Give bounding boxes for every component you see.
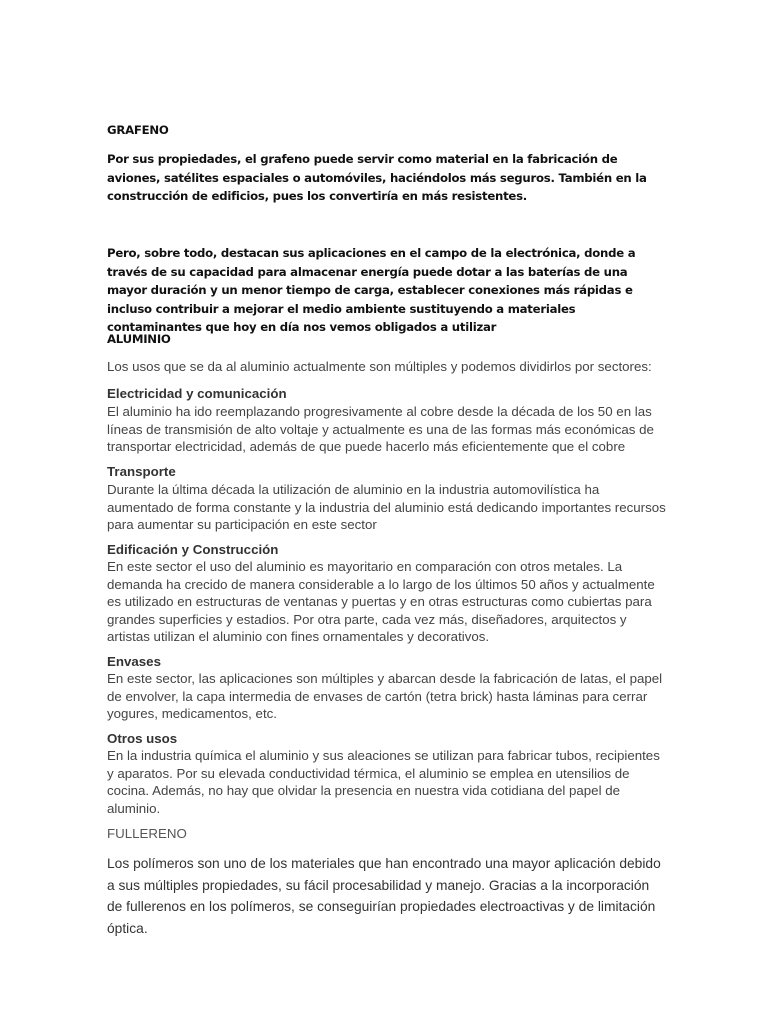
- grafeno-paragraph-1: Por sus propiedades, el grafeno puede servir como material en la fabricación de aviones, satélites espaciales o automóviles, haciéndolos más seguros. También en la construcción de edificios, pues los convertiría en más resistentes.: [107, 152, 647, 203]
- section-body-envases: En este sector, las aplicaciones son múltiples y abarcan desde la fabricación de latas, el papel de envolver, la capa intermedia de envases de cartón (tetra brick) hasta láminas para cerrar yogures, medicamentos, etc.: [107, 671, 663, 721]
- section-heading-otros-usos: Otros usos: [107, 731, 178, 746]
- grafeno-title: GRAFENO: [107, 123, 169, 137]
- section-heading-electricidad: Electricidad y comunicación: [107, 386, 287, 401]
- grafeno-paragraph-2: Pero, sobre todo, destacan sus aplicaciones en el campo de la electrónica, donde a través de su capacidad para almacenar energía puede dotar a las baterías de una mayor duración y un menor tiempo de carga, establecer conexiones más rápidas e incluso contribuir a mejorar el medio ambiente sustituyendo a materiales contaminantes que hoy en día nos vemos obligados a utilizar: [107, 246, 636, 334]
- aluminio-intro: Los usos que se da al aluminio actualmente son múltiples y podemos dividirlos por sectores:: [107, 359, 652, 374]
- fullereno-paragraph: Los polímeros son uno de los materiales que han encontrado una mayor aplicación debido a sus múltiples propiedades, su fácil procesabilidad y manejo. Gracias a la incorporación de fullerenos en los polímeros, se conseguirían propiedades electroactivas y de limitación óptica.: [107, 856, 661, 936]
- fullereno-title: FULLERENO: [107, 826, 187, 841]
- section-body-otros-usos: En la industria química el aluminio y sus aleaciones se utilizan para fabricar tubos, recipientes y aparatos. Por su elevada conductividad térmica, el aluminio se emplea en utensilios de cocina. Además, no hay que olvidar la presencia en nuestra vida cotidiana del papel de aluminio.: [107, 748, 660, 816]
- section-body-edificacion: En este sector el uso del aluminio es mayoritario en comparación con otros metales. La demanda ha crecido de manera considerable a lo largo de los últimos 50 años y actualmente es utilizado en estructuras de ventanas y puertas y en otras estructuras como cubiertas para grandes superficies y estadios. Por otra parte, cada vez más, diseñadores, arquitectos y artistas utilizan el aluminio con fines ornamentales y decorativos.: [107, 559, 655, 644]
- section-heading-transporte: Transporte: [107, 464, 176, 479]
- section-body-transporte: Durante la última década la utilización de aluminio en la industria automovilística ha aumentado de forma constante y la industria del aluminio está dedicando importantes recursos para aumentar su participación en este sector: [107, 482, 666, 532]
- section-body-electricidad: El aluminio ha ido reemplazando progresivamente al cobre desde la década de los 50 en las líneas de transmisión de alto voltaje y actualmente es una de las formas más económicas de transportar electricidad, además de que puede hacerlo más eficientemente que el cobre: [107, 404, 654, 454]
- section-heading-envases: Envases: [107, 654, 161, 669]
- section-heading-edificacion: Edificación y Construcción: [107, 542, 279, 557]
- aluminio-title: ALUMINIO: [107, 332, 171, 346]
